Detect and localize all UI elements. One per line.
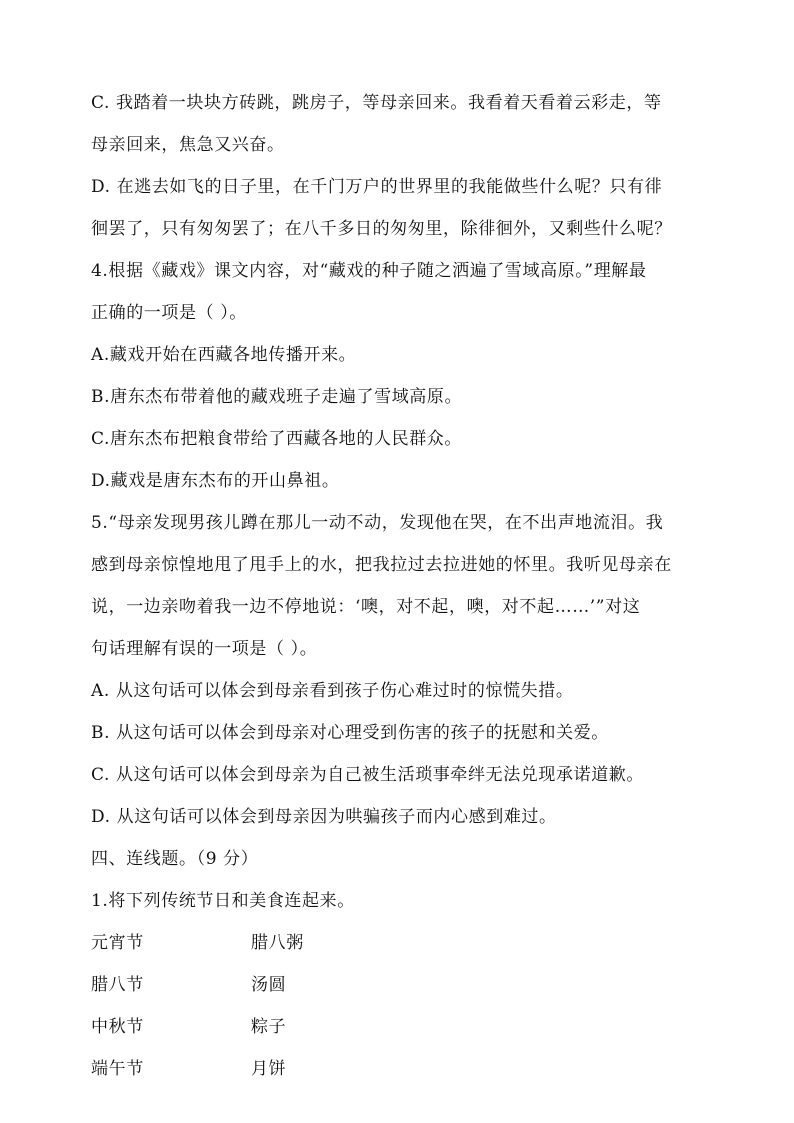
q4-option-c: C.唐东杰布把粮食带给了西藏各地的人民群众。 [91,429,463,449]
matching-row [91,964,706,1006]
q5-option-b: B. 从这句话可以体会到母亲对心理受到伤害的孩子的抚慰和关爱。 [91,723,609,743]
section-heading: 四、连线题。（9 分） [91,849,259,869]
q5-option-a: A. 从这句话可以体会到母亲看到孩子伤心难过时的惊慌失措。 [91,681,574,701]
food-name: 汤圆 [251,975,287,995]
food-name: 粽子 [251,1017,287,1037]
q4-option-b: B.唐东杰布带着他的藏戏班子走遍了雪域高原。 [91,387,463,407]
q3-option-d-line2: 徊罢了，只有匆匆罢了；在八千多日的匆匆里，除徘徊外，又剩些什么呢？ [91,219,672,239]
q5-stem-line3: 说，一边亲吻着我一边不停地说：‘噢，对不起，噢，对不起……’”对这 [91,597,641,617]
q5-stem-line4: 句话理解有误的一项是（ ）。 [91,639,318,659]
festival-name: 腊八节 [91,975,144,995]
q4-stem-line1: 4.根据《藏戏》课文内容，对“藏戏的种子随之洒遍了雪域高原。”理解最 [91,261,647,281]
food-name: 月饼 [251,1059,287,1079]
matching-instruction: 1.将下列传统节日和美食连起来。 [91,891,355,911]
matching-row [91,1006,706,1048]
matching-row [91,922,706,964]
q3-option-c-line1: C. 我踏着一块块方砖跳，跳房子，等母亲回来。我看着天看着云彩走，等 [91,93,662,113]
festival-name: 中秋节 [91,1017,144,1037]
festival-name: 端午节 [91,1059,144,1079]
q5-stem-line2: 感到母亲惊惶地甩了甩手上的水，把我拉过去拉进她的怀里。我听见母亲在 [91,555,672,575]
q5-option-d: D. 从这句话可以体会到母亲因为哄骗孩子而内心感到难过。 [91,807,557,827]
q5-stem-line1: 5.“母亲发现男孩儿蹲在那儿一动不动，发现他在哭，在不出声地流泪。我 [91,513,664,533]
q5-option-c: C. 从这句话可以体会到母亲为自己被生活琐事牵绊无法兑现承诺道歉。 [91,765,645,785]
festival-name: 元宵节 [91,933,144,953]
q3-option-c-line2: 母亲回来，焦急又兴奋。 [91,135,285,155]
q4-stem-line2: 正确的一项是（ ）。 [91,303,247,323]
food-name: 腊八粥 [251,933,304,953]
q4-option-d: D.藏戏是唐东杰布的开山鼻祖。 [91,471,340,491]
q4-option-a: A.藏戏开始在西藏各地传播开来。 [91,345,357,365]
matching-row [91,1048,706,1090]
q3-option-d-line1: D. 在逃去如飞的日子里，在千门万户的世界里的我能做些什么呢？只有徘 [91,177,663,197]
